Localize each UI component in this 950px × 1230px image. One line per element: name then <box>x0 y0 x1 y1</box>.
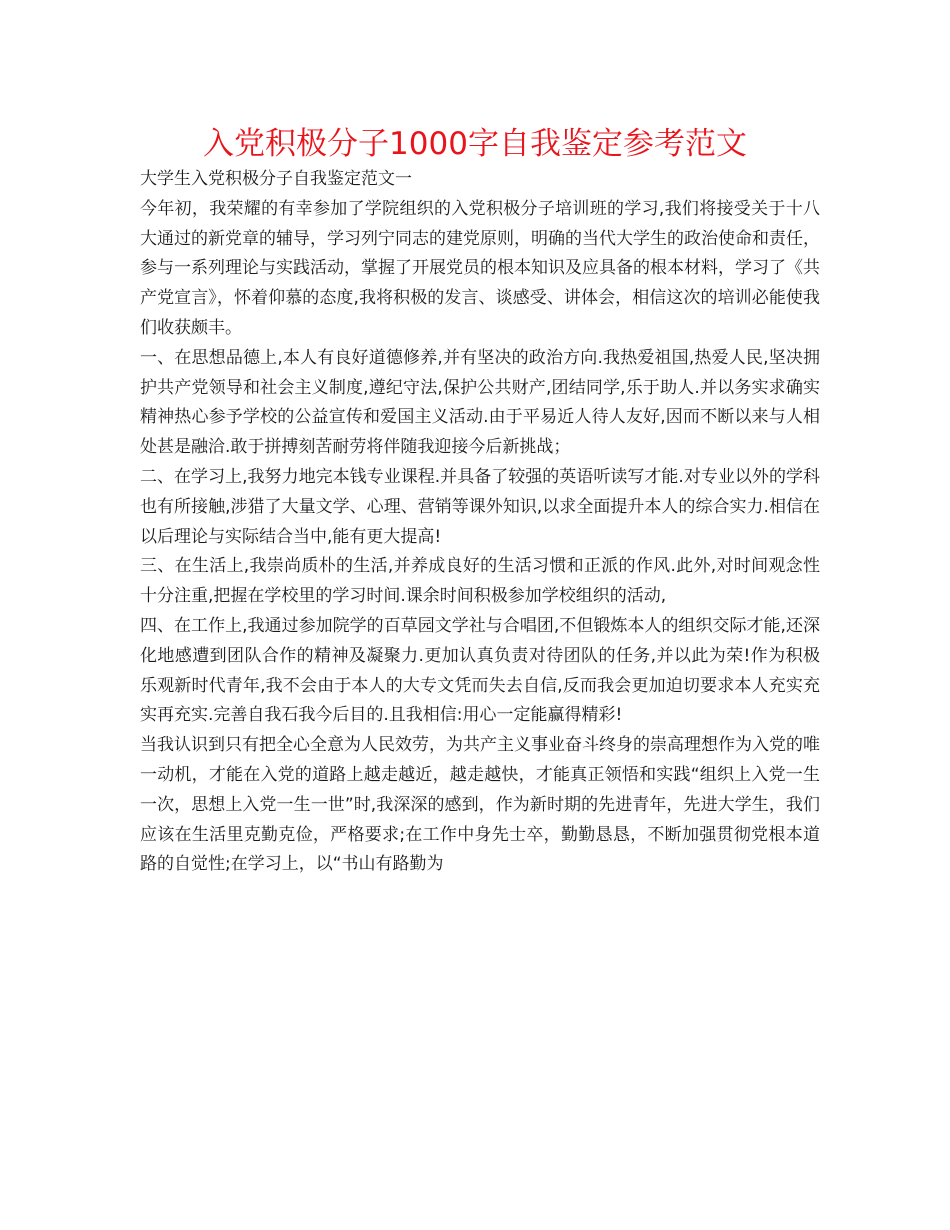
document-title: 入党积极分子1000字自我鉴定参考范文 <box>203 126 747 162</box>
paragraph: 四、在工作上,我通过参加院学的百草园文学社与合唱团,不但锻炼本人的组织交际才能,还深化地感遭到团队合作的精神及凝聚力.更加认真负责对待团队的任务,并以此为荣!作为积极乐观新时代青年,我不会由于本人的大专文凭而失去自信,反而我会更加迫切要求本人充实充实再充实.完善自我石我今后目的.且我相信:用心一定能赢得精彩! <box>140 615 820 726</box>
paragraph: 一、在思想品德上,本人有良好道德修养,并有坚决的政治方向.我热爱祖国,热爱人民,坚决拥护共产党领导和社会主义制度,遵纪守法,保护公共财产,团结同学,乐于助人.并以务实求确实精神热心参予学校的公益宣传和爱国主义活动.由于平易近人待人友好,因而不断以来与人相处甚是融洽.敢于拼搏刻苦耐劳将伴随我迎接今后新挑战； <box>140 347 820 458</box>
paragraph: 二、在学习上,我努力地完本钱专业课程.并具备了较强的英语听读写才能.对专业以外的学科也有所接触,涉猎了大量文学、心理、营销等课外知识,以求全面提升本人的综合实力.相信在以后理论与实际结合当中,能有更大提高! <box>140 466 820 547</box>
paragraph: 今年初，我荣耀的有幸参加了学院组织的入党积极分子培训班的学习,我们将接受关于十八大通过的新党章的辅导，学习列宁同志的建党原则，明确的当代大学生的政治使命和责任，参与一系列理论与实践活动，掌握了开展党员的根本知识及应具备的根本材料，学习了《共产党宣言》，怀着仰慕的态度,我将积极的发言、谈感受、讲体会，相信这次的培训必能使我们收获颇丰。 <box>140 198 820 338</box>
section-heading: 大学生入党积极分子自我鉴定范文一 <box>140 169 412 189</box>
document-body <box>140 165 820 880</box>
paragraph: 三、在生活上,我崇尚质朴的生活,并养成良好的生活习惯和正派的作风.此外,对时间观念性十分注重,把握在学校里的学习时间.课余时间积极参加学校组织的活动, <box>140 556 820 607</box>
paragraph: 当我认识到只有把全心全意为人民效劳，为共产主义事业奋斗终身的崇高理想作为入党的唯一动机，才能在入党的道路上越走越近，越走越快，才能真正领悟和实践“组织上入党一生一次，思想上入党一生一世”时,我深深的感到，作为新时期的先进青年，先进大学生，我们应该在生活里克勤克俭，严格要求;在工作中身先士卒，勤勤恳恳，不断加强贯彻党根本道路的自觉性;在学习上，以“书山有路勤为 <box>140 735 820 875</box>
